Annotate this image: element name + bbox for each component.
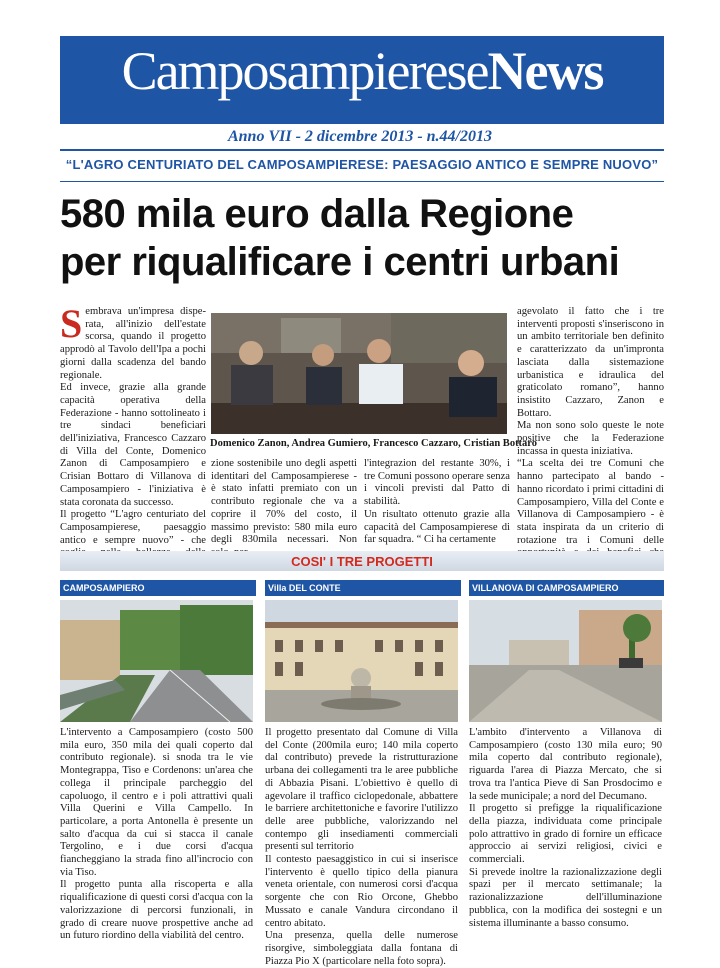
newspaper-title	[60, 40, 664, 102]
article-paragraph: embrava un'impresa dispe-rata, all'inizio dell'estate scorsa, quando il progetto approdò al Tavolo dell'Ipa a pochi giorni dalla scadenza del bando regionale.	[60, 306, 206, 381]
title-part-news: News	[487, 41, 603, 101]
section-head-camposampiero: CAMPOSAMPIERO	[60, 580, 256, 596]
issue-line: Anno VII - 2 dicembre 2013 - n.44/2013	[227, 128, 492, 145]
headline-line-1: 580 mila euro dalla Regione	[60, 192, 574, 236]
article-column-3	[364, 458, 510, 547]
drop-cap: S	[60, 301, 83, 346]
section-paragraph: L'intervento a Camposampiero (costo 500 mila euro, 350 mila dei quali coperto dal contributo regionale). si snoda tra le vie Montegrappa, Tiso e Cordenons: un'area che collega il principale parcheggio del capoluogo, il centro e i poli attrattivi quali Villa Querini e Villa Campello. In particolare, a porta Antonella è presente un salto d'acqua da cui si stacca il canale Tergolino, e i due corsi d'acqua fiancheggiano la strada fino all'incrocio con via Tiso.	[60, 727, 253, 878]
article-paragraph: Un risultato ottenuto grazie alla capacità del Camposampierese di far squadra. “ Ci ha certamente	[364, 508, 510, 546]
section-paragraph: Il progetto si prefigge la riqualificazione della piazza, individuata come principale polo attrattivo in grado di fornire un efficace approccio ai servizi religiosi, civici e commerciali.	[469, 803, 662, 866]
section-text-camposampiero	[60, 727, 253, 943]
section-head-villanova: VILLANOVA DI CAMPOSAMPIERO	[469, 580, 664, 596]
section-paragraph: L'ambito d'intervento a Villanova di Camposampiero (costo 130 mila euro; 90 mila coperto dal contributo regionale), riguarda l'area di Piazza Mercato, che si trova tra l'antica Pieve di San Prosdocimo e la sede municipale; a nord del Decumano.	[469, 727, 662, 802]
article-paragraph: Ed invece, grazie alla grande capacità operativa della Federazione - hanno sottolineato i tre sindaci beneficiari dell'iniziativa, Francesco Cazzaro di Villa del Conte, Domenico Zanon di Camposampiero e Crisian Bottaro di Villanova di Camposampiero - l'iniziativa è stata coronata da successo.	[60, 382, 206, 508]
photo-fountain-square	[265, 600, 458, 722]
masthead	[60, 36, 664, 124]
article-paragraph: l'integrazion del restante 30%, i tre Comuni possono operare senza i vincoli previsti dal Patto di stabilità.	[364, 458, 510, 508]
title-part-camposampierese: Camposampierese	[121, 41, 488, 101]
main-photo	[211, 313, 507, 434]
subtitle-text: “L'AGRO CENTURIATO DEL CAMPOSAMPIERESE: PAESAGGIO ANTICO E SEMPRE NUOVO”	[65, 157, 659, 172]
photo-caption: Domenico Zanon, Andrea Gumiero, Francesco Cazzaro, Cristian Bottaro	[210, 438, 538, 449]
projects-title: COSI' I TRE PROGETTI	[291, 554, 433, 569]
photo-villanova	[469, 600, 662, 722]
photo-villa-del-conte	[265, 600, 458, 722]
photo-road-canal	[60, 600, 253, 722]
article-paragraph: “La scelta dei tre Comuni che hanno partecipato al bando - hanno ricordato i primi cittadini di Camposampiero, Villa del Conte e Villanova di Camposampiero - è stata inspirata da un criterio di rotazione tra i Comuni delle	[517, 458, 664, 546]
subtitle-band	[60, 149, 664, 182]
projects-band	[60, 551, 664, 571]
section-text-villanova	[469, 727, 662, 930]
section-text-villa-del-conte	[265, 727, 458, 968]
article-paragraph: zione sostenibile uno degli aspetti identitari del Camposampierese - è stato infatti premiato con un contributo regionale che va a coprire il 70% del costo, il massimo previsto: 580 mila euro degli 830mila necessari. Non	[211, 458, 357, 546]
article-column-1	[60, 301, 206, 573]
section-head-villa-del-conte: Villa DEL CONTE	[265, 580, 461, 596]
section-paragraph: Una presenza, quella delle numerose risorgive, simboleggiata dalla fontana di Piazza Pio X (particolare nella foto sopra).	[265, 930, 458, 967]
photo-officials-at-table	[211, 313, 507, 434]
headline	[60, 190, 680, 286]
photo-piazza-mercato	[469, 600, 662, 722]
headline-line-2: per riqualificare i centri urbani	[60, 240, 620, 284]
photo-camposampiero	[60, 600, 253, 722]
section-paragraph: Il contesto paesaggistico in cui si inserisce l'intervento è quello tipico della pianura veneta orientale, con numerosi corsi d'acqua sorgente che con Rio Orcone, Ghebbo Mussato e canale Vandura circondano il centro abitato.	[265, 854, 458, 929]
article-paragraph: agevolato il fatto che i tre interventi proposti s'inseriscono in un ambito territoriale ben definito e caratterizzato da un'impronta lasciata dalla sistemazione urbanistica e idraulica del graticolato romano”, hanno insistito Cazzaro, Zanon e Bottaro.	[517, 306, 664, 419]
article-column-4	[517, 306, 664, 573]
section-paragraph: Il progetto punta alla riscoperta e alla riqualificazione di questi corsi d'acqua con la valorizzazione di percorsi funzionali, in grado di creare nuove prospettive anche ad un futuro riordino della viabilità del centro.	[60, 879, 253, 942]
section-paragraph: Si prevede inoltre la razionalizzazione degli spazi per il mercato settimanale; la razionalizzazione dell'illuminazione pubblica, con la modifica dei sostegni e un sistema illuminante a basso consumo.	[469, 866, 662, 929]
article-paragraph: Ma non sono solo queste le note positive che la Federazione incassa in questa iniziativa.	[517, 420, 664, 457]
article-paragraph: Il progetto “L'agro centuriato del Camposampierese, paesaggio antico e sempre nuovo” - che	[60, 509, 206, 546]
section-paragraph: Il progetto presentato dal Comune di Villa del Conte (200mila euro; 140 mila coperto dal contributo) prevede la ristrutturazione urbana dei collegamenti tra le aree pubbliche di Abbazia Pisani. L'obiettivo è quello di agevolare il traffico ciclopedonale, abbattere le barriere architettoniche e favorire l'utilizzo delle aree pubbliche, valorizzando nel contempo gli insediamenti commerciali presenti sul territorio	[265, 727, 458, 853]
article-column-2	[211, 458, 357, 560]
